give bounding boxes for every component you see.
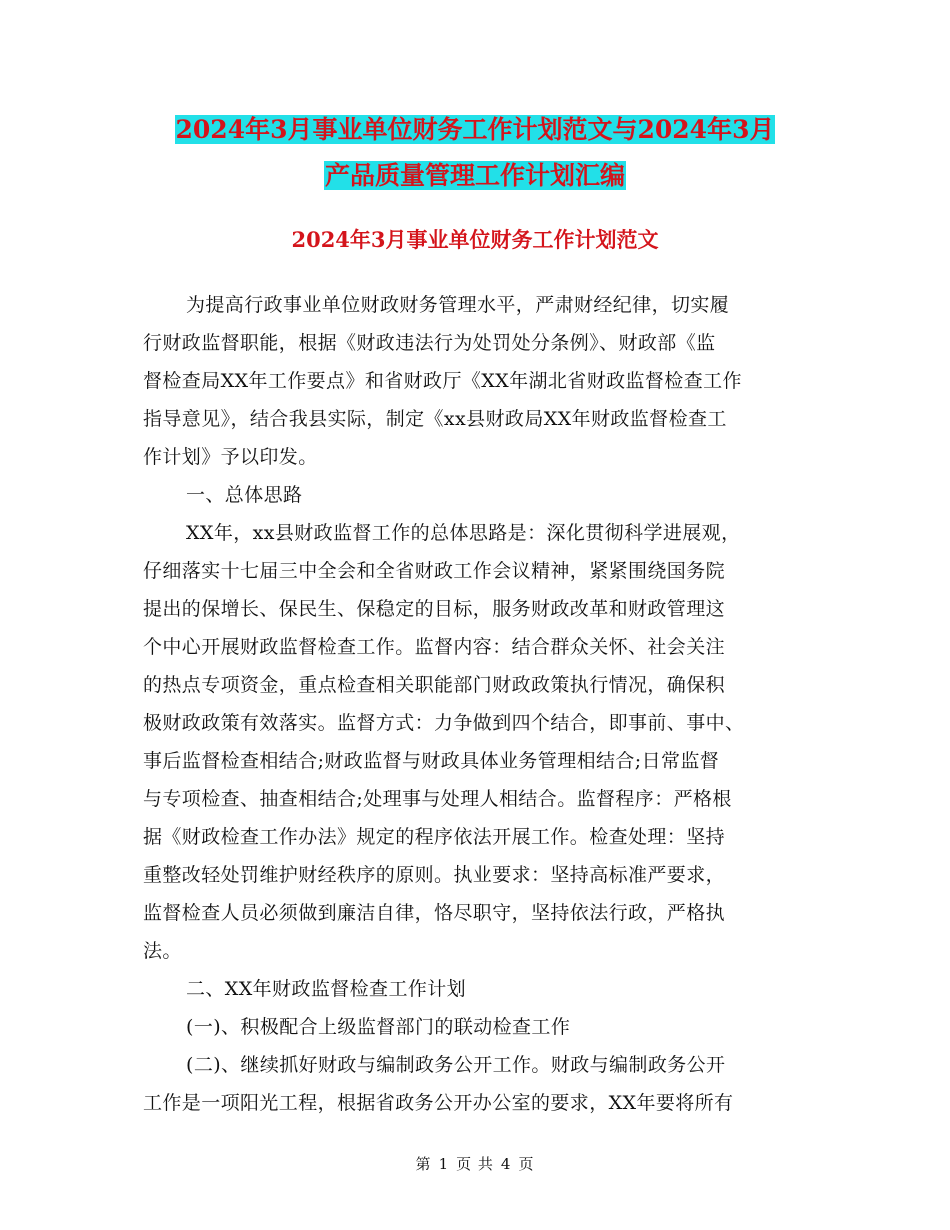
body-line: XX年，xx县财政监督工作的总体思路是：深化贯彻科学进展观， — [186, 522, 741, 544]
footer-suffix: 页 — [518, 1155, 535, 1173]
footer-page-number: 1 — [438, 1155, 450, 1173]
body-line: 仔细落实十七届三中全会和全省财政工作会议精神，紧紧围绕国务院 — [143, 560, 726, 582]
footer-prefix: 第 — [415, 1155, 432, 1173]
body-line: 事后监督检查相结合;财政监督与财政具体业务管理相结合;日常监督 — [143, 750, 720, 772]
subheading-item-2: (二)、继续抓好财政与编制政务公开工作。财政与编制政务公开 — [186, 1054, 726, 1076]
body-line: 行财政监督职能，根据《财政违法行为处罚处分条例》、财政部《监 — [143, 332, 716, 354]
body-line: 据《财政检查工作办法》规定的程序依法开展工作。检查处理：坚持 — [143, 826, 726, 848]
body-line: 监督检查人员必须做到廉洁自律，恪尽职守，坚持依法行政，严格执 — [143, 902, 726, 924]
footer-middle: 页 共 — [456, 1155, 494, 1173]
body-line: 法。 — [143, 940, 182, 962]
body-line: 提出的保增长、保民生、保稳定的目标，服务财政改革和财政管理这 — [143, 598, 726, 620]
body-line: 指导意见》，结合我县实际，制定《xx县财政局XX年财政监督检查工 — [143, 408, 727, 430]
page-footer — [0, 1152, 950, 1176]
document-title-line-2-text: 产品质量管理工作计划汇编 — [324, 161, 625, 190]
body-line: 极财政政策有效落实。监督方式：力争做到四个结合，即事前、事中、 — [143, 712, 745, 734]
body-line: 为提高行政事业单位财政财务管理水平，严肃财经纪律，切实履 — [186, 294, 730, 316]
body-line: 作计划》予以印发。 — [143, 446, 318, 468]
body-line: 工作是一项阳光工程，根据省政务公开办公室的要求，XX年要将所有 — [143, 1092, 734, 1114]
footer-total-pages: 4 — [500, 1155, 512, 1173]
section-title: 2024年3月事业单位财务工作计划范文 — [291, 227, 659, 252]
body-line: 的热点专项资金，重点检查相关职能部门财政政策执行情况，确保积 — [143, 674, 726, 696]
heading-work-plan: 二、XX年财政监督检查工作计划 — [186, 978, 467, 1000]
body-line: 个中心开展财政监督检查工作。监督内容：结合群众关怀、社会关注 — [143, 636, 726, 658]
heading-overall-approach: 一、总体思路 — [186, 484, 303, 506]
document-title-line-1 — [0, 108, 950, 152]
document-title-line-1-text: 2024年3月事业单位财务工作计划范文与2024年3月 — [175, 115, 775, 144]
subheading-item-1: (一)、积极配合上级监督部门的联动检查工作 — [186, 1016, 571, 1038]
body-line: 与专项检查、抽查相结合;处理事与处理人相结合。监督程序：严格根 — [143, 788, 732, 810]
body-line: 督检查局XX年工作要点》和省财政厅《XX年湖北省财政监督检查工作 — [143, 370, 742, 392]
document-title-line-2 — [0, 154, 950, 198]
body-line: 重整改轻处罚维护财经秩序的原则。执业要求：坚持高标准严要求， — [143, 864, 726, 886]
